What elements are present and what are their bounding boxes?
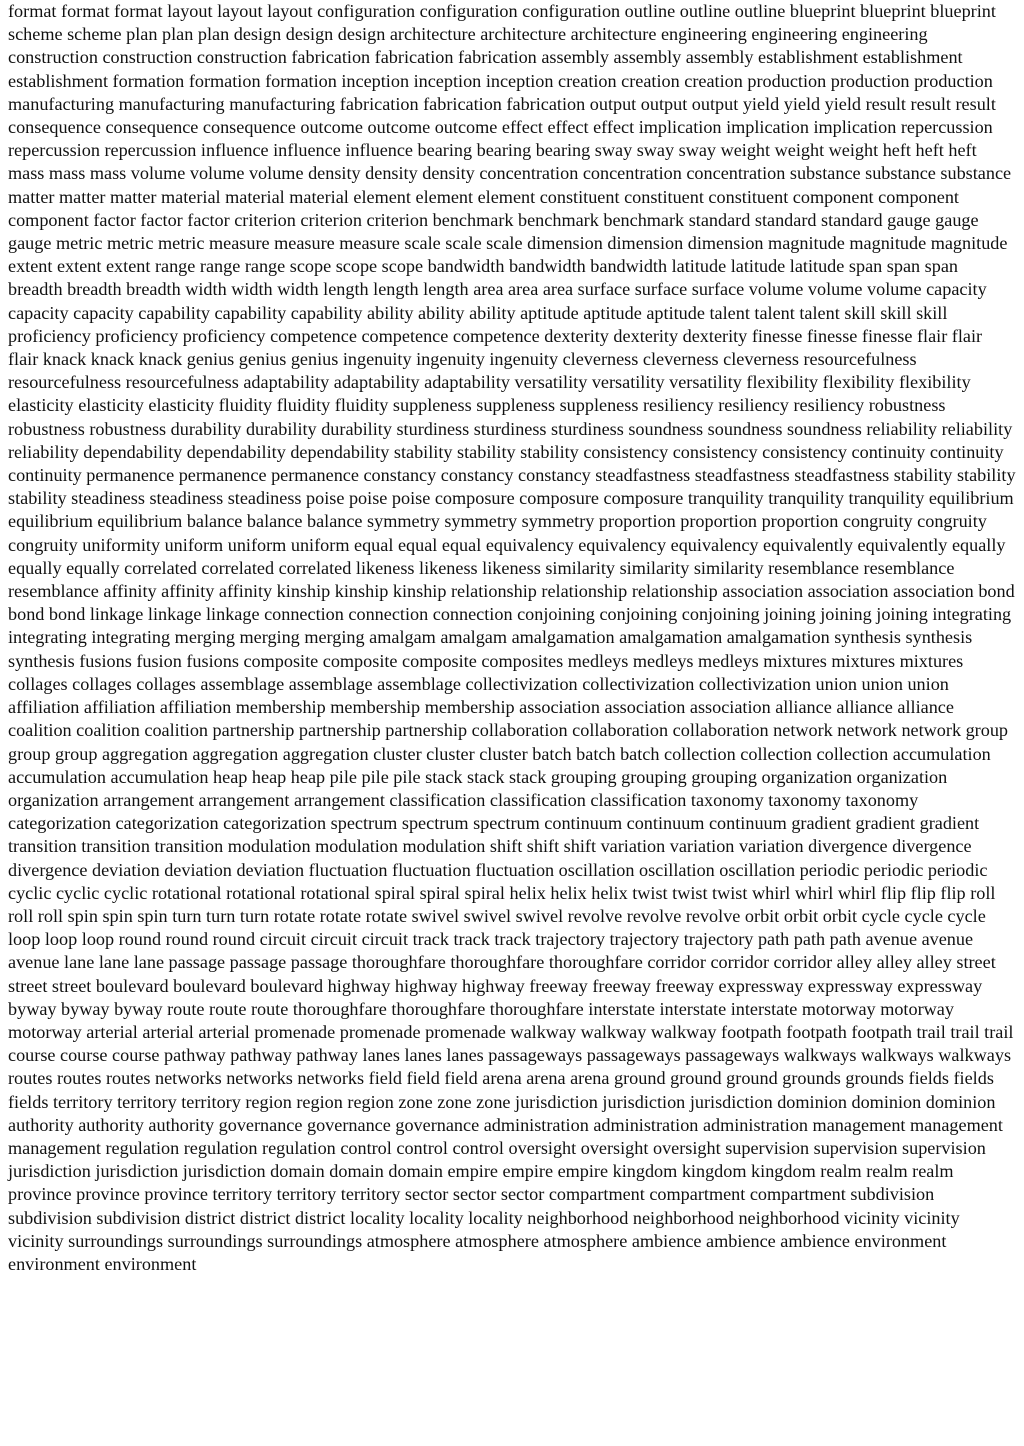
body-text: format format format layout layout layout configuration configuration configuration outline outline outline blueprint blueprint blueprint scheme scheme plan plan plan design design design architecture architecture architecture engineering engineering engineering construction construction construction fabrication fabrication fabrication assembly assembly assembly establishment establishment establishment formation formation formation inception inception inception creation creation creation production production production manufacturing manufacturing manufacturing fabrication fabrication fabrication output output output yield yield yield result result result consequence consequence consequence outcome outcome outcome effect effect effect implication implication implication repercussion repercussion repercussion influence influence influence bearing bearing bearing sway sway sway weight weight weight heft heft heft mass mass mass volume volume volume density density density concentration concentration concentration substance substance substance matter matter matter material material material element element element constituent constituent constituent component component component factor factor factor criterion criterion criterion benchmark benchmark benchmark standard standard standard gauge gauge gauge metric metric metric measure measure measure scale scale scale dimension dimension dimension magnitude magnitude magnitude extent extent extent range range range scope scope scope bandwidth bandwidth bandwidth latitude latitude latitude span span span breadth breadth breadth width width width length length length area area area surface surface surface volume volume volume capacity capacity capacity capability capability capability ability ability ability aptitude aptitude aptitude talent talent talent skill skill skill proficiency proficiency proficiency competence competence competence dexterity dexterity dexterity finesse finesse finesse flair flair flair knack knack knack genius genius genius ingenuity ingenuity ingenuity cleverness cleverness cleverness resourcefulness resourcefulness resourcefulness adaptability adaptability adaptability versatility versatility versatility flexibility flexibility flexibility elasticity elasticity elasticity fluidity fluidity fluidity suppleness suppleness suppleness resiliency resiliency resiliency robustness robustness robustness durability durability durability sturdiness sturdiness sturdiness soundness soundness soundness reliability reliability reliability dependability dependability dependability stability stability stability consistency consistency consistency continuity continuity continuity permanence permanence permanence constancy constancy constancy steadfastness steadfastness steadfastness stability stability stability steadiness steadiness steadiness poise poise poise composure composure composure tranquility tranquility tranquility equilibrium equilibrium equilibrium balance balance balance symmetry symmetry symmetry proportion proportion proportion congruity congruity congruity uniformity uniform uniform uniform equal equal equal equivalency equivalency equivalency equivalently equivalently equally equally equally correlated correlated correlated likeness likeness likeness similarity similarity similarity resemblance resemblance resemblance affinity affinity affinity kinship kinship kinship relationship relationship relationship association association association bond bond bond linkage linkage linkage connection connection connection conjoining conjoining conjoining joining joining joining integrating integrating integrating merging merging merging amalgam amalgam amalgamation amalgamation amalgamation synthesis synthesis synthesis fusions fusion fusions composite composite composite composites medleys medleys medleys mixtures mixtures mixtures collages collages collages assemblage assemblage assemblage collectivization collectivization collectivization union union union affiliation affiliation affiliation membership membership membership association association association alliance alliance alliance coalition coalition coalition partnership partnership partnership collaboration collaboration collaboration network network network group group group aggregation aggregation aggregation cluster cluster cluster batch batch batch collection collection collection accumulation accumulation accumulation heap heap heap pile pile pile stack stack stack grouping grouping grouping organization organization organization arrangement arrangement arrangement classification classification classification taxonomy taxonomy taxonomy categorization categorization categorization spectrum spectrum spectrum continuum continuum continuum gradient gradient gradient transition transition transition modulation modulation modulation shift shift shift variation variation variation divergence divergence divergence deviation deviation deviation fluctuation fluctuation fluctuation oscillation oscillation oscillation periodic periodic periodic cyclic cyclic cyclic rotational rotational rotational spiral spiral spiral helix helix helix twist twist twist whirl whirl whirl flip flip flip roll roll roll spin spin spin turn turn turn rotate rotate rotate swivel swivel swivel revolve revolve revolve orbit orbit orbit cycle cycle cycle loop loop loop round round round circuit circuit circuit track track track trajectory trajectory trajectory path path path avenue avenue avenue lane lane lane passage passage passage thoroughfare thoroughfare thoroughfare corridor corridor corridor alley alley alley street street street boulevard boulevard boulevard highway highway highway freeway freeway freeway expressway expressway expressway byway byway byway route route route thoroughfare thoroughfare thoroughfare interstate interstate interstate motorway motorway motorway arterial arterial arterial promenade promenade promenade walkway walkway walkway footpath footpath footpath trail trail trail course course course pathway pathway pathway lanes lanes lanes passageways passageways passageways walkways walkways walkways routes routes routes networks networks networks field field field arena arena arena ground ground ground grounds grounds fields fields fields territory territory territory region region region zone zone zone jurisdiction jurisdiction jurisdiction dominion dominion dominion authority authority authority governance governance governance administration administration administration management management management regulation regulation regulation control control control oversight oversight oversight supervision supervision supervision jurisdiction jurisdiction jurisdiction domain domain domain empire empire empire kingdom kingdom kingdom realm realm realm province province province territory territory territory sector sector sector compartment compartment compartment subdivision subdivision subdivision district district district locality locality locality neighborhood neighborhood neighborhood vicinity vicinity vicinity surroundings surroundings surroundings atmosphere atmosphere atmosphere ambience ambience ambience environment environment environment (8, 1, 1016, 1274)
